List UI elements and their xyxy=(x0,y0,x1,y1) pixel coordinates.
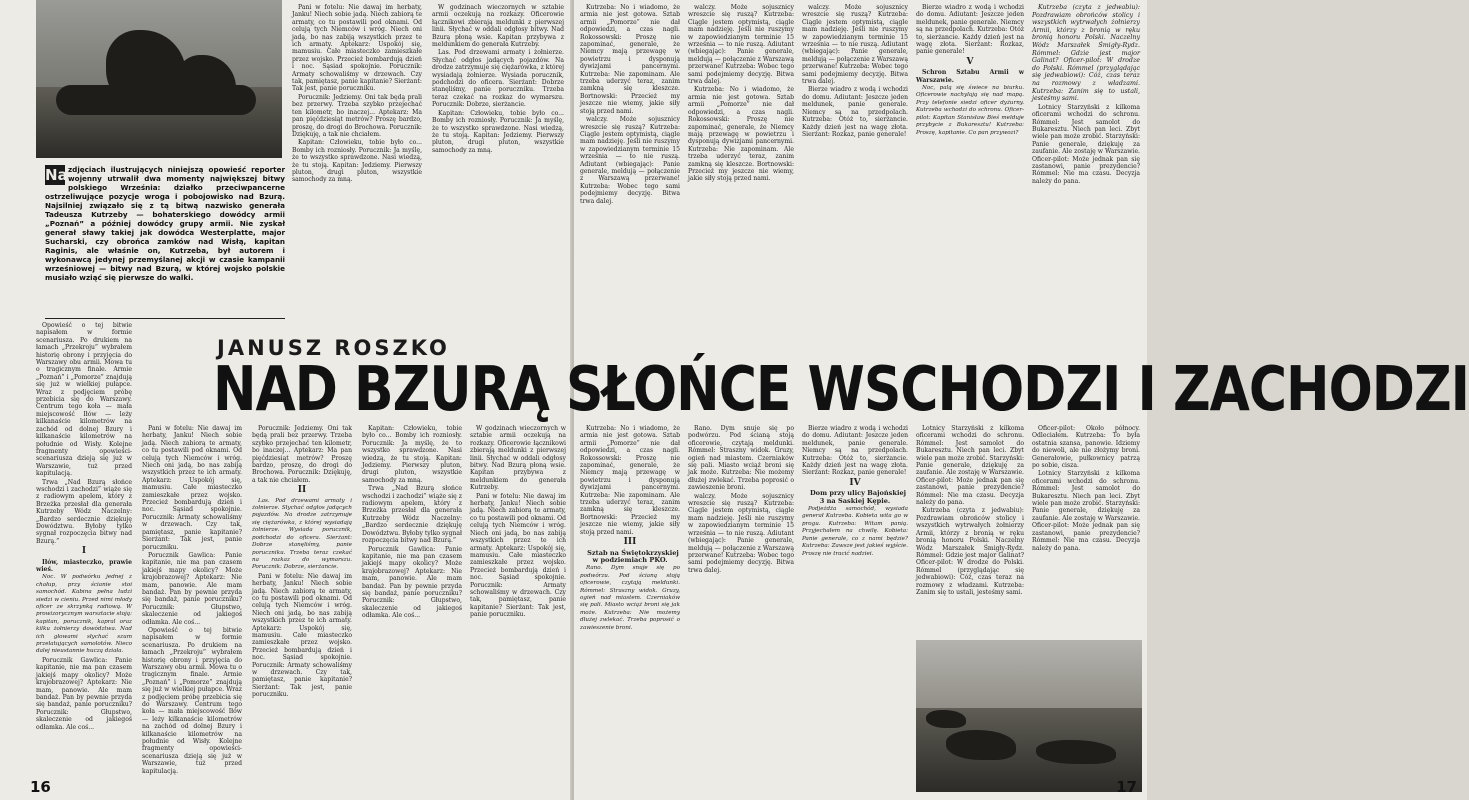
section-number: II xyxy=(297,485,307,496)
paragraph: W godzinach wieczornych w sztabie armii oczekują na rozkazy. Oficerowie łącznikowi zbierają meldunki z pierwszej linii. Słychać w oddali odgłosy bitwy. Nad Bzurą płoną wsie. Kapitan przybywa z meldunkiem do generała Kutrzeby. xyxy=(470,425,566,492)
paragraph: walczy. Może sojusznicy wreszcie się ruszą? Kutrzeba: Ciągle jestem optymistą, ciągle mam nadzieję. Jeśli nie ruszymy w zapowiedzianym terminie 15 września — to nie ruszą. Adiutant (wbiegając): Panie generale, meldują — połączenie z Warszawą przerwane! Kutrzeba: Wobec tego sami podejmiemy decyzję. Bitwa trwa dalej. xyxy=(688,4,794,86)
paragraph: walczy. Może sojusznicy wreszcie się ruszą? Kutrzeba: Ciągle jestem optymistą, ciągle mam nadzieję. Jeśli nie ruszymy w zapowiedzianym terminie 15 września — to nie ruszą. Adiutant (wbiegając): Panie generale, meldują — połączenie z Warszawą przerwane! Kutrzeba: Wobec tego sami podejmiemy decyzję. Bitwa trwa dalej. xyxy=(688,492,794,574)
section-number: I xyxy=(81,546,87,557)
right-lower-column-4 xyxy=(916,425,1024,635)
left-column-2 xyxy=(142,425,242,777)
paragraph: Las. Pod drzewami armaty i żołnierze. Słychać odgłos jadących pojazdów. Na drodze zatrzymuje się ciężarówka, z której wysiadają żołnierze. Wysiada porucznik, podchodzi do oficera. Sierżant: Dobrze stanęliśmy, panie poruczniku. Trzeba teraz czekać na rozkaz do wymarszu. Porucznik: Dobrze, sierżancie. xyxy=(432,49,564,109)
page-number-left: 16 xyxy=(30,778,51,796)
right-upper-column-4 xyxy=(916,4,1024,334)
scene-heading: Iłów, miasteczko, prawie wieś. xyxy=(36,558,132,573)
intro-text: zdjęciach ilustrujących niniejszą opowieść reporter wojenny utrwalił dwa momenty największej bitwy polskiego Września: działko przeciwpancerne ostrzeliwujące pozycje wroga i pobojowisko nad Bzurą. Najsilniej związało się z tą bitwą nazwisko generała Tadeusza Kutrzeby — bohaterskiego dowódcy armii „Poznań” a później dowódcy grupy armii. Nie zyskał generał sławy takiej jak dowódca Westerplatte, major Sucharski, czy obrońca zamków nad Wisłą, kapitan Raginis, ale właśnie on, Kutrzeba, był autorem i wykonawcą jedynej przemyślanej akcji w czasie kampanii wrześniowej — bitwy nad Bzurą, w której wojsko polskie musiało wziąć się pierwsze do walki. xyxy=(45,165,285,282)
paragraph: Pani w fotelu: Nie dawaj im herbaty, Janku! Niech sobie jadą. Niech zabiorą te armaty, co tu postawili pod oknami. Od celują tych Niemców i wróg. Niech oni jadą, bo nas zabiją wszystkich przez te ich armaty. Aptekarz: Uspokój się, mamusiu. Całe miasteczko zamieszkałe przez wojsko. Przecież bombardują dzień i noc. Sąsiad spokojnie. Porucznik: Armaty schowaliśmy w drzewach. Czy tak, pamiętasz, panie kapitanie? Sierżant: Tak jest, panie poruczniku. xyxy=(142,425,242,551)
paragraph: Pani w fotelu: Nie dawaj im herbaty, Janku! Niech sobie jadą. Niech zabiorą te armaty, co tu postawili pod oknami. Od celują tych Niemców i wróg. Niech oni jadą, bo nas zabiją wszystkich przez te ich armaty. Aptekarz: Uspokój się, mamusiu. Całe miasteczko zamieszkałe przez wojsko. Przecież bombardują dzień i noc. Sąsiad spokojnie. Porucznik: Armaty schowaliśmy w drzewach. Czy tak, pamiętasz, panie kapitanie? Sierżant: Tak jest, panie poruczniku. xyxy=(470,492,566,619)
paragraph: Porucznik: Jedziemy. Oni tak będą prali bez przerwy. Trzeba szybko przejechać ten kilometr, bo inaczej... Aptekarz: Ma pan pięćdziesiąt metrów? Proszę bardzo, proszę, do drogi do Brochowa. Porucznik: Dziękuję, a tak nie chciałem. xyxy=(292,93,422,138)
left-lower-column-3 xyxy=(252,425,352,777)
right-lower-column-5 xyxy=(1032,425,1140,635)
paragraph: W godzinach wieczornych w sztabie armii oczekują na rozkazy. Oficerowie łącznikowi zbierają meldunki z pierwszej linii. Słychać w oddali odgłosy bitwy. Nad Bzurą płoną wsie. Kapitan przybywa z meldunkiem do generała Kutrzeby. xyxy=(432,4,564,49)
right-upper-column-3 xyxy=(802,4,908,334)
paragraph: Opowieść o tej bitwie napisałem w formie scenariusza. Po drukiem na łamach „Przekroju” wybrałem historię obrony i przyjęcia do Warszawy obu armii. Mowa tu o tragicznym finale. Armie „Poznań” i „Pomorze” znajdują się już w wielkiej pułapce. Wraz z podjęciem próbę przebicia się do Warszawy. Centrum tego koła — mała miejscowość Iłów — leży kilkanaście kilometrów na zachód od dolnej Bzury i kilkanaście kilometrów na południe od Wisły. Kolejne fragmenty opowieści-scenariusza dzieją się już w Warszawie, tuż przed kapitulacją. xyxy=(36,322,132,478)
battle-photo-top-left xyxy=(36,0,282,158)
paragraph: Kutrzeba (czyta z jedwabiu): Pozdrawiam obrońców stolicy i wszystkich wytrwałych żołnierzy Armii, którzy z bronią w ręku bronią honoru Polski. Naczelny Wódz Marszałek Śmigły-Rydz. Rómmel: Gdzie jest major Galinat? Oficer-pilot: W drodze do Polski. Rómmel (przyglądając się jedwabiowi): Cóż, czas teraz na rozmowy z władzami. Kutrzeba: Zanim się to ustali, jesteśmy sami. xyxy=(1032,4,1140,103)
paragraph: walczy. Może sojusznicy wreszcie się ruszą? Kutrzeba: Ciągle jestem optymistą, ciągle mam nadzieję. Jeśli nie ruszymy w zapowiedzianym terminie 15 września — to nie ruszą. Adiutant (wbiegając): Panie generale, meldują — połączenie z Warszawą przerwane! Kutrzeba: Wobec tego sami podejmiemy decyzję. Bitwa trwa dalej. xyxy=(580,116,680,205)
section-number: IV xyxy=(849,477,861,488)
stage-direction: Noc. W podwórku jednej z chałup, przy ścianie stoi samochód. Kabina pełna ludzi siedzi w cieniu. Przed nimi młody oficer ze skrzynką radiową. W prowizorycznym warsztacie stoją: kapitan, porucznik, kapral oraz kilku żołnierzy dowództwa. Nad ich głowami słychać szum przelatujących samolotów. Nieco dalej nieustannie huczą działa. xyxy=(36,574,132,655)
paragraph: Kutrzeba (czyta z jedwabiu): Pozdrawiam obrońców stolicy i wszystkich wytrwałych żołnierzy Armii, którzy z bronią w ręku bronią honoru Polski. Naczelny Wódz Marszałek Śmigły-Rydz. Rómmel: Gdzie jest major Galinat? Oficer-pilot: W drodze do Polski. Rómmel (przyglądając się jedwabiowi): Cóż, czas teraz na rozmowy z władzami. Kutrzeba: Zanim się to ustali, jesteśmy sami. xyxy=(916,507,1024,596)
paragraph: Lotnicy Starzyński z kilkoma oficerami wchodzi do schronu. Rómmel: Jest samolot do Bukaresztu. Niech pan leci. Zbyt wiele pan może zrobić. Starzyński: Panie generale, dziękuję za zaufanie. Ale zostaję w Warszawie. Oficer-pilot: Może jednak pan się zastanowi, panie prezydencie? Rómmel: Nie ma czasu. Decyzja należy do pana. xyxy=(1032,103,1140,185)
left-lower-column-5 xyxy=(470,425,566,777)
paragraph: Lotnicy Starzyński z kilkoma oficerami wchodzi do schronu. Rómmel: Jest samolot do Bukaresztu. Niech pan leci. Zbyt wiele pan może zrobić. Starzyński: Panie generale, dziękuję za zaufanie. Ale zostaję w Warszawie. Oficer-pilot: Może jednak pan się zastanowi, panie prezydencie? Rómmel: Nie ma czasu. Decyzja należy do pana. xyxy=(916,425,1024,507)
paragraph: Porucznik Gawlica: Panie kapitanie, nie ma pan czasem jakiejś mapy okolicy? Może krajobrazowej? Aptekarz: Nie mam, panowie. Ale mam bandaż. Pan by pewnie przyda się bandaż, panie poruczniku? Porucznik: Głupstwo, skaleczenie od jakiegoś odłamka. Ale coś... xyxy=(142,551,242,626)
paragraph: walczy. Może sojusznicy wreszcie się ruszą? Kutrzeba: Ciągle jestem optymistą, ciągle mam nadzieję. Jeśli nie ruszymy w zapowiedzianym terminie 15 września — to nie ruszą. Adiutant (wbiegając): Panie generale, meldują — połączenie z Warszawą przerwane! Kutrzeba: Wobec tego sami podejmiemy decyzję. Bitwa trwa dalej. xyxy=(802,4,908,86)
paragraph: Trwa „Nad Bzurą słońce wschodzi i zachodzi” wiąże się z radiowym apelem, który z Brzeżka przesłał dla generała Kutrzeby Wódz Naczelny: „Bardzo serdecznie dziękuję Dowództwu. Byłoby tylko sygnał rozpoczęcia bitwy nad Bzurą.” xyxy=(36,478,132,545)
paragraph: Kapitan: Człowieku, tobie było co... Bomby ich rozniosły. Porucznik: Ja myślę, że to wszystko sprawdzone. Nasi wiedzą, że tu stoją. Kapitan: Jedziemy. Pierwszy pluton, drugi pluton, wszystkie samochody za mną. xyxy=(292,139,422,184)
paragraph: Kutrzeba: No i wiadomo, że armia nie jest gotowa. Sztab armii „Pomorze” nie dał odpowiedzi, a czas nagli. Rokossowski: Proszę nie zapominać, generale, że Niemcy mają przewagę w powietrzu i dysponują dywizjami pancernymi. Kutrzeba: Nie zapominam. Ale trzeba uderzyć teraz, zanim zamkną się kleszcze. Bortnowski: Przecież my jeszcze nie wiemy, jakie siły stoją przed nami. xyxy=(688,86,794,183)
left-upper-column-3 xyxy=(292,4,422,334)
paragraph: Kutrzeba: No i wiadomo, że armia nie jest gotowa. Sztab armii „Pomorze” nie dał odpowiedzi, a czas nagli. Rokossowski: Proszę nie zapominać, generale, że Niemcy mają przewagę w powietrzu i dysponują dywizjami pancernymi. Kutrzeba: Nie zapominam. Ale trzeba uderzyć teraz, zanim zamkną się kleszcze. Bortnowski: Przecież my jeszcze nie wiemy, jakie siły stoją przed nami. xyxy=(580,4,680,115)
right-upper-column-1 xyxy=(580,4,680,334)
stage-direction: Podjeżdża samochód, wysiada generał Kutrzeba. Kobieta wita go w progu. Kutrzeba: Witam panią. Przyjechałem na chwilę. Kobieta: Panie generale, co z nami będzie? Kutrzeba: Zawsze jest jakieś wyjście. Proszę nie tracić nadziei. xyxy=(802,506,908,557)
paragraph: Bierze wiadro z wodą i wchodzi do domu. Adiutant: Jeszcze jeden meldunek, panie generale. Niemcy są na przedpolach. Kutrzeba: Otóż to, sierżancie. Każdy dzień jest na wagę złota. Sierżant: Rozkaz, panie generale! xyxy=(916,4,1024,56)
paragraph: Kapitan: Człowieku, tobie było co... Bomby ich rozniosły. Porucznik: Ja myślę, że to wszystko sprawdzone. Nasi wiedzą, że tu stoją. Kapitan: Jedziemy. Pierwszy pluton, drugi pluton, wszystkie samochody za mną. xyxy=(432,109,564,154)
author-name: JANUSZ ROSZKO xyxy=(217,336,450,360)
paragraph: Porucznik: Jedziemy. Oni tak będą prali bez przerwy. Trzeba szybko przejechać ten kilometr, bo inaczej... Aptekarz: Ma pan pięćdziesiąt metrów? Proszę bardzo, proszę, do drogi do Brochowa. Porucznik: Dziękuję, a tak nie chciałem. xyxy=(252,425,352,484)
intro-rule xyxy=(45,318,285,319)
left-upper-column-4 xyxy=(432,4,564,334)
paragraph: Bierze wiadro z wodą i wchodzi do domu. Adiutant: Jeszcze jeden meldunek, panie generale. Niemcy są na przedpolach. Kutrzeba: Otóż to, sierżancie. Każdy dzień jest na wagę złota. Sierżant: Rozkaz, panie generale! xyxy=(802,425,908,477)
article-headline: NAD BZURĄ SŁOŃCE WSCHODZI I ZACHODZI xyxy=(213,354,1469,426)
right-lower-column-2 xyxy=(688,425,794,777)
right-lower-column-3 xyxy=(802,425,908,777)
right-upper-column-2 xyxy=(688,4,794,334)
paragraph: Porucznik Gawlica: Panie kapitanie, nie ma pan czasem jakiejś mapy okolicy? Może krajobrazowej? Aptekarz: Nie mam, panowie. Ale mam bandaż. Pan by pewnie przyda się bandaż, panie poruczniku? Porucznik: Głupstwo, skaleczenie od jakiegoś odłamka. Ale coś... xyxy=(36,656,132,731)
paragraph: Porucznik Gawlica: Panie kapitanie, nie ma pan czasem jakiejś mapy okolicy? Może krajobrazowej? Aptekarz: Nie mam, panowie. Ale mam bandaż. Pan by pewnie przyda się bandaż, panie poruczniku? Porucznik: Głupstwo, skaleczenie od jakiegoś odłamka. Ale coś... xyxy=(362,545,462,620)
paragraph: Opowieść o tej bitwie napisałem w formie scenariusza. Po drukiem na łamach „Przekroju” wybrałem historię obrony i przyjęcia do Warszawy obu armii. Mowa tu o tragicznym finale. Armie „Poznań” i „Pomorze” znajdują się już w wielkiej pułapce. Wraz z podjęciem próbę przebicia się do Warszawy. Centrum tego koła — mała miejscowość Iłów — leży kilkanaście kilometrów na zachód od dolnej Bzury i kilkanaście kilometrów na południe od Wisły. Kolejne fragmenty opowieści-scenariusza dzieją się już w Warszawie, tuż przed kapitulacją. xyxy=(142,626,242,775)
battlefield-photo-bottom-right xyxy=(916,640,1142,792)
paragraph: Lotnicy Starzyński z kilkoma oficerami wchodzi do schronu. Rómmel: Jest samolot do Bukaresztu. Niech pan leci. Zbyt wiele pan może zrobić. Starzyński: Panie generale, dziękuję za zaufanie. Ale zostaję w Warszawie. Oficer-pilot: Może jednak pan się zastanowi, panie prezydencie? Rómmel: Nie ma czasu. Decyzja należy do pana. xyxy=(1032,470,1140,552)
section-number: V xyxy=(966,56,974,67)
paragraph: Rano. Dym snuje się po podwórzu. Pod ścianą stoją oficerowie, czytają meldunki. Rómmel: Straszny widok. Gruzy, ogień nad miastem. Czerniaków się pali. Miasto wciąż broni się jak może. Kutrzeba: Nie możemy dłużej zwlekać. Trzeba poprosić o zawieszenie broni. xyxy=(688,425,794,492)
scene-heading: Schron Sztabu Armii w Warszawie. xyxy=(916,69,1024,84)
paragraph: Pani w fotelu: Nie dawaj im herbaty, Janku! Niech sobie jadą. Niech zabiorą te armaty, co tu postawili pod oknami. Od celują tych Niemców i wróg. Niech oni jadą, bo nas zabiją wszystkich przez te ich armaty. Aptekarz: Uspokój się, mamusiu. Całe miasteczko zamieszkałe przez wojsko. Przecież bombardują dzień i noc. Sąsiad spokojnie. Porucznik: Armaty schowaliśmy w drzewach. Czy tak, pamiętasz, panie kapitanie? Sierżant: Tak jest, panie poruczniku. xyxy=(292,4,422,93)
paragraph: Kapitan: Człowieku, tobie było co... Bomby ich rozniosły. Porucznik: Ja myślę, że to wszystko sprawdzone. Nasi wiedzą, że tu stoją. Kapitan: Jedziemy. Pierwszy pluton, drugi pluton, wszystkie samochody za mną. xyxy=(362,425,462,484)
left-lower-column-4 xyxy=(362,425,462,777)
stage-direction: Rano. Dym snuje się po podwórzu. Pod ścianą stoją oficerowie, czytają meldunki. Rómmel: Straszny widok. Gruzy, ogień nad miastem. Czerniaków się pali. Miasto wciąż broni się jak może. Kutrzeba: Nie możemy dłużej zwlekać. Trzeba poprosić o zawieszenie broni. xyxy=(580,565,680,631)
left-column-1 xyxy=(36,322,132,777)
scene-heading: Sztab na Świętokrzyskiej w podziemiach PKO. xyxy=(587,548,679,564)
paragraph: Kutrzeba: No i wiadomo, że armia nie jest gotowa. Sztab armii „Pomorze” nie dał odpowiedzi, a czas nagli. Rokossowski: Proszę nie zapominać, generale, że Niemcy mają przewagę w powietrzu i dysponują dywizjami pancernymi. Kutrzeba: Nie zapominam. Ale trzeba uderzyć teraz, zanim zamkną się kleszcze. Bortnowski: Przecież my jeszcze nie wiemy, jakie siły stoją przed nami. xyxy=(580,425,680,536)
paragraph: Pani w fotelu: Nie dawaj im herbaty, Janku! Niech sobie jadą. Niech zabiorą te armaty, co tu postawili pod oknami. Od celują tych Niemców i wróg. Niech oni jadą, bo nas zabiją wszystkich przez te ich armaty. Aptekarz: Uspokój się, mamusiu. Całe miasteczko zamieszkałe przez wojsko. Przecież bombardują dzień i noc. Sąsiad spokojnie. Porucznik: Armaty schowaliśmy w drzewach. Czy tak, pamiętasz, panie kapitanie? Sierżant: Tak jest, panie poruczniku. xyxy=(252,572,352,699)
dropcap: Na xyxy=(45,166,68,184)
paragraph: Bierze wiadro z wodą i wchodzi do domu. Adiutant: Jeszcze jeden meldunek, panie generale. Niemcy są na przedpolach. Kutrzeba: Otóż to, sierżancie. Każdy dzień jest na wagę złota. Sierżant: Rozkaz, panie generale! xyxy=(802,86,908,138)
stage-direction: Las. Pod drzewami armaty i żołnierze. Słychać odgłos jadących pojazdów. Na drodze zatrzymuje się ciężarówka, z której wysiadają żołnierze. Wysiada porucznik, podchodzi do oficera. Sierżant: Dobrze stanęliśmy, panie poruczniku. Trzeba teraz czekać na rozkaz do wymarszu. Porucznik: Dobrze, sierżancie. xyxy=(252,497,352,571)
page-number-right: 17 xyxy=(1116,778,1137,796)
stage-direction: Noc, palą się świece na biurku. Oficerowie nachylają się nad mapą. Przy telefonie siedzi oficer dyżurny. Kutrzeba wchodzi do schronu. Oficer-pilot: Kapitan Stanisław Bieś melduje przybycie z Bukaresztu! Kutrzeba: Proszę, kapitanie. Co pan przywozi? xyxy=(916,85,1024,136)
right-upper-column-5 xyxy=(1032,4,1140,334)
right-lower-column-1 xyxy=(580,425,680,777)
paragraph: Oficer-pilot: Około północy. Odleciałem. Kutrzeba: To była ostatnia szansa, panowie. Idziemy do niewoli, ale nie złożymy broni. Generałowie, pułkownicy patrzą po sobie, cisza. xyxy=(1032,425,1140,470)
scene-heading: Dom przy ulicy Bajońskiej 3 na Saskiej Kępie. xyxy=(809,489,907,505)
intro-paragraph xyxy=(45,165,285,282)
section-number: III xyxy=(623,537,637,548)
paragraph: Trwa „Nad Bzurą słońce wschodzi i zachodzi” wiąże się z radiowym apelem, który z Brzeżka przesłał dla generała Kutrzeby Wódz Naczelny: „Bardzo serdecznie dziękuję Dowództwu. Byłoby tylko sygnał rozpoczęcia bitwy nad Bzurą.” xyxy=(362,485,463,545)
